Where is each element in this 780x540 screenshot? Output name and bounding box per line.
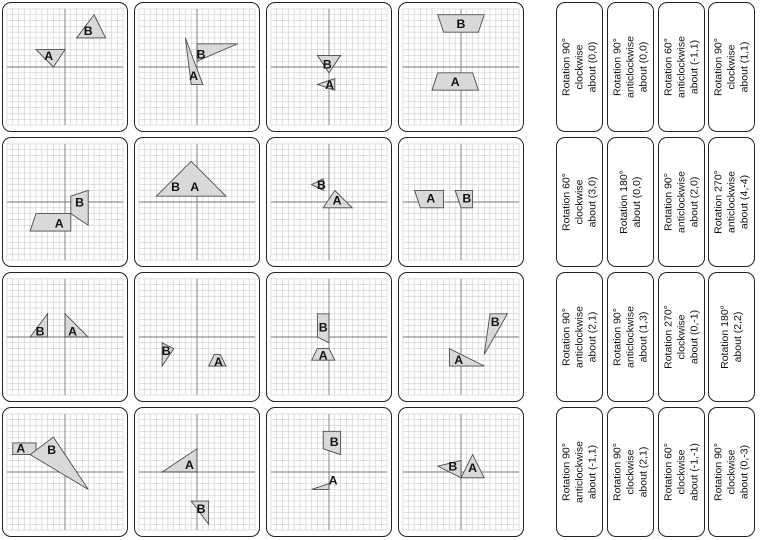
shape-label-a: A [454,353,464,368]
shape-label-b: B [322,57,332,72]
rotation-text-line: anticlockwise [725,171,737,233]
rotation-text-line: Rotation 90° [611,38,623,96]
rotation-text-line: Rotation 270° [662,305,674,369]
rotation-description [611,282,650,392]
rotation-card-12[interactable] [708,272,755,402]
shape-a [30,214,71,231]
shape-label-b: B [448,459,458,474]
coordinate-grid [139,279,255,395]
shape-label-b: B [490,314,500,329]
rotation-card-14[interactable] [607,407,654,537]
rotation-card-11[interactable] [658,272,705,402]
shape-label-a: A [189,69,198,84]
rotation-text-line: about (0,-3) [738,444,750,500]
coordinate-grid [403,279,519,395]
rotation-card-13[interactable] [556,407,603,537]
rotation-text-line: about (2,2) [731,311,744,363]
shape-label-a: A [54,216,64,231]
rotation-text-line: anticlockwise [624,36,636,98]
rotation-text-line: Rotation 90° [712,443,724,501]
rotation-text-line: anticlockwise [573,306,585,368]
grid-card-5[interactable] [2,137,128,267]
shape-label-a: A [332,193,342,208]
rotation-text-line: clockwise [725,44,737,90]
rotation-description [618,147,644,257]
grid-card-6[interactable] [134,137,260,267]
rotation-text-line: clockwise [675,314,687,360]
rotation-card-2[interactable] [607,2,654,132]
rotation-text-line: about (-1,-1) [688,443,700,501]
shape-label-b: B [171,179,180,194]
shape-label-b: B [456,16,466,31]
rotation-text-line: about (3,0) [586,176,598,228]
rotation-text-line: about (1,1) [738,41,750,93]
grid-card-1[interactable] [2,2,128,132]
shape-label-b: B [462,191,472,206]
rotation-description [712,147,751,257]
grid-card-13[interactable] [2,407,128,537]
grid-card-10[interactable] [134,272,260,402]
shape-label-a: A [68,324,77,339]
rotation-text-line: Rotation 90° [560,443,572,501]
grid-card-7[interactable] [266,137,392,267]
grid-card-3[interactable] [266,2,392,132]
rotation-description [611,417,650,527]
rotation-card-10[interactable] [607,272,654,402]
rotation-text-line: clockwise [573,44,585,90]
rotation-text-line: clockwise [573,179,585,225]
rotation-card-15[interactable] [658,407,705,537]
rotation-description [662,282,701,392]
rotation-text-line: about (2,1) [586,311,598,363]
shape-label-b: B [329,435,339,450]
grid-card-15[interactable] [266,407,392,537]
rotation-description [560,12,599,122]
rotation-description [560,282,599,392]
rotation-text-line: clockwise [675,449,687,495]
grid-card-11[interactable] [266,272,392,402]
rotation-card-7[interactable] [658,137,705,267]
rotation-text-line: about (-1,1) [586,444,598,500]
rotation-card-6[interactable] [607,137,654,267]
grid-card-2[interactable] [134,2,260,132]
rotation-description [611,12,650,122]
shape-label-a: A [468,460,478,475]
coordinate-grid [7,144,123,260]
rotation-card-9[interactable] [556,272,603,402]
shape-label-a: A [16,441,26,456]
rotation-text-line: Rotation 90° [611,308,623,366]
rotation-text-line: anticlockwise [573,441,585,503]
coordinate-grid [7,9,123,125]
rotation-description [662,417,701,527]
rotation-description [712,12,751,122]
rotation-text-line: Rotation 60° [662,38,674,96]
rotation-text-line: Rotation 90° [611,443,623,501]
rotation-text-line: Rotation 60° [662,443,674,501]
grid-card-9[interactable] [2,272,128,402]
rotation-card-1[interactable] [556,2,603,132]
shape-label-b: B [318,320,328,335]
shape-label-b: B [317,178,326,193]
rotation-text-line: Rotation 90° [712,38,724,96]
rotation-text-line: clockwise [624,449,636,495]
rotation-description [560,147,599,257]
shape-label-a: A [450,74,460,89]
rotation-text-line: about (0,0) [637,41,649,93]
rotation-card-4[interactable] [708,2,755,132]
rotation-description [662,147,701,257]
rotation-text-line: about (2,0) [688,176,700,228]
rotation-text-line: about (1,3) [637,311,649,363]
rotation-text-line: about (4,-4) [738,174,750,230]
rotation-card-3[interactable] [658,2,705,132]
shape-label-b: B [75,195,84,210]
rotation-text-line: Rotation 180° [718,305,731,369]
shape-label-a: A [318,348,328,363]
rotation-card-5[interactable] [556,137,603,267]
shape-label-b: B [35,324,45,339]
rotation-text-line: anticlockwise [675,171,687,233]
rotation-text-line: about (2,1) [637,446,649,498]
rotation-text-line: anticlockwise [675,36,687,98]
shape-label-a: A [185,457,194,472]
rotation-text-line: Rotation 270° [712,170,724,234]
grid-card-12[interactable] [398,272,524,402]
shape-label-a: A [214,354,223,369]
rotation-text-line: Rotation 90° [560,38,572,96]
shape-label-b: B [196,47,206,62]
rotation-text-line: clockwise [725,449,737,495]
shape-label-a: A [44,48,54,63]
rotation-text-line: Rotation 90° [662,173,674,231]
coordinate-grid [139,9,255,125]
shape-label-a: A [190,179,200,194]
rotation-text-line: about (0,-1) [688,309,700,365]
rotation-text-line: about (-1,1) [688,39,700,95]
grid-card-14[interactable] [134,407,260,537]
rotation-description [712,417,751,527]
rotation-text-line: about (0,0) [630,176,643,228]
rotation-description [662,12,701,122]
rotation-text-line: about (0,0) [586,41,598,93]
rotation-description [719,282,745,392]
shape-label-b: B [47,442,57,457]
shape-label-b: B [83,23,93,38]
rotation-card-8[interactable] [708,137,755,267]
shape-label-b: B [161,343,171,358]
shape-a [312,484,329,490]
shape-label-a: A [328,473,338,488]
grid-card-8[interactable] [398,137,524,267]
grid-card-4[interactable] [398,2,524,132]
rotation-text-line: Rotation 180° [617,170,630,234]
rotation-card-16[interactable] [708,407,755,537]
shape-label-a: A [325,77,335,92]
rotation-text-line: anticlockwise [624,306,636,368]
rotation-text-line: Rotation 60° [560,173,572,231]
coordinate-grid [139,144,255,260]
shape-label-b: B [196,502,206,517]
rotation-text-line: Rotation 90° [560,308,572,366]
shape-label-a: A [426,191,436,206]
rotation-description [560,417,599,527]
grid-card-16[interactable] [398,407,524,537]
